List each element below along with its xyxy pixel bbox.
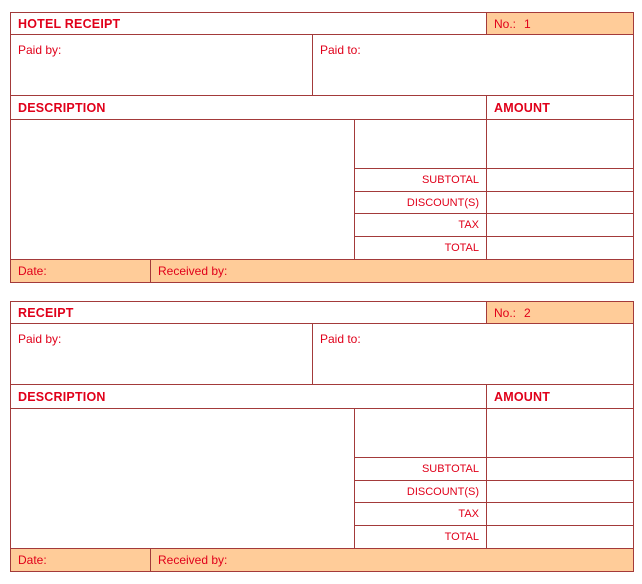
paid-by-field[interactable]: Paid by:: [18, 43, 62, 57]
subtotal-amount[interactable]: [487, 169, 633, 191]
amount-header: AMOUNT: [494, 389, 551, 404]
receipt-number-value[interactable]: 1: [524, 16, 531, 31]
total-label: TOTAL: [444, 531, 479, 543]
subtotal-amount[interactable]: [487, 458, 633, 480]
amount-header: AMOUNT: [494, 100, 551, 115]
line-item-cell[interactable]: [355, 409, 486, 457]
total-label: TOTAL: [444, 242, 479, 254]
discount-amount[interactable]: [487, 192, 633, 213]
total-amount[interactable]: [487, 237, 633, 259]
subtotal-label: SUBTOTAL: [421, 463, 479, 475]
paid-to-field[interactable]: Paid to:: [320, 43, 361, 57]
line-item-cell[interactable]: [355, 120, 486, 168]
receipt-title: HOTEL RECEIPT: [18, 16, 121, 31]
receipt-title: RECEIPT: [18, 305, 74, 320]
tax-amount[interactable]: [487, 214, 633, 236]
received-by-field[interactable]: Received by:: [151, 549, 633, 571]
paid-to-field[interactable]: Paid to:: [320, 332, 361, 346]
date-field[interactable]: Date:: [11, 549, 150, 571]
line-item-amount[interactable]: [487, 120, 633, 168]
date-field[interactable]: Date:: [11, 260, 150, 282]
paid-by-field[interactable]: Paid by:: [18, 332, 62, 346]
hotel-receipt-form: [10, 12, 634, 283]
tax-amount[interactable]: [487, 503, 633, 525]
received-by-field[interactable]: Received by:: [151, 260, 633, 282]
discount-label: DISCOUNT(S): [406, 196, 479, 209]
description-header: DESCRIPTION: [18, 100, 106, 115]
receipt-number-box: [487, 13, 633, 34]
description-field[interactable]: [11, 409, 354, 548]
receipt-form: [10, 301, 634, 572]
discount-label: DISCOUNT(S): [406, 485, 479, 498]
line-item-amount[interactable]: [487, 409, 633, 457]
total-amount[interactable]: [487, 526, 633, 548]
description-header: DESCRIPTION: [18, 389, 106, 404]
discount-amount[interactable]: [487, 481, 633, 502]
receipt-number-value[interactable]: 2: [524, 305, 531, 320]
receipt-number-box: [487, 302, 633, 323]
receipt-number-label: No.:: [494, 305, 517, 320]
description-field[interactable]: [11, 120, 354, 259]
tax-label: TAX: [458, 219, 479, 231]
subtotal-label: SUBTOTAL: [421, 174, 479, 186]
tax-label: TAX: [458, 508, 479, 520]
receipt-number-label: No.:: [494, 16, 517, 31]
